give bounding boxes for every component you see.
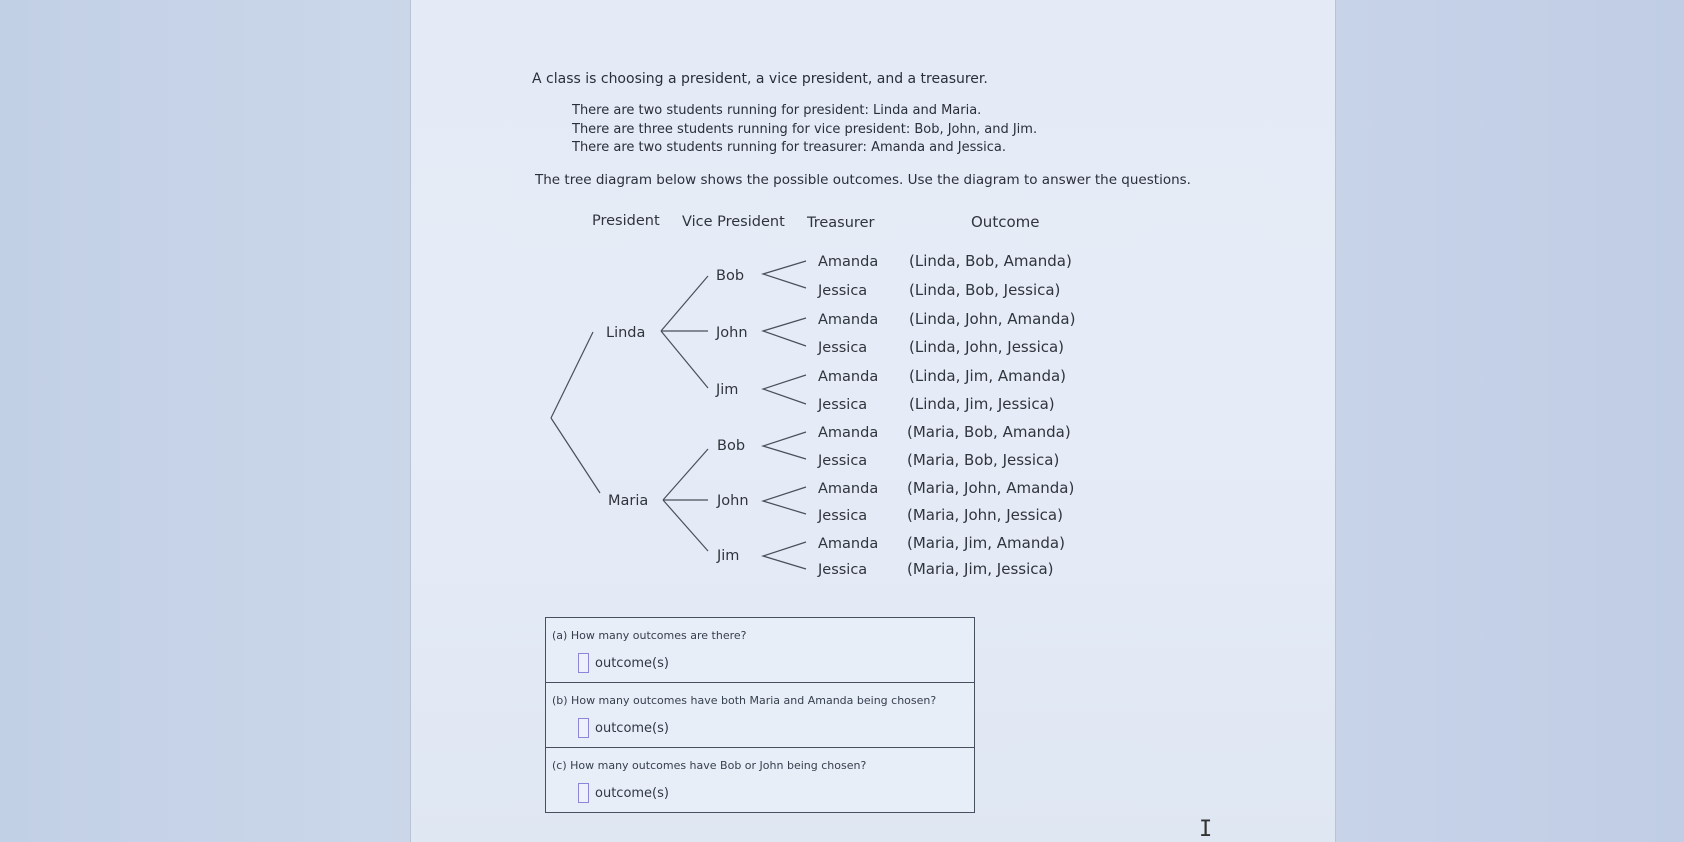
question-c-text: (c) How many outcomes have Bob or John being chosen? xyxy=(552,759,867,772)
treasurer-10: Jessica xyxy=(818,508,868,524)
branch-root-maria xyxy=(551,418,600,493)
vice-president-candidates: There are three students running for vice president: Bob, John, and Jim. xyxy=(572,122,1038,137)
fork-linda-jim xyxy=(763,375,806,404)
vp-maria-john: John xyxy=(717,493,749,509)
answer-b-unit: outcome(s) xyxy=(595,720,669,736)
fork-linda-john xyxy=(763,318,806,346)
treasurer-4: Jessica xyxy=(818,340,868,356)
treasurer-6: Jessica xyxy=(818,397,868,413)
answer-a-input[interactable] xyxy=(578,653,589,673)
president-candidates: There are two students running for president: Linda and Maria. xyxy=(572,103,982,118)
question-c xyxy=(546,748,974,812)
outcome-5: (Linda, Jim, Amanda) xyxy=(909,367,1067,385)
branch-linda-jim xyxy=(661,331,708,388)
tree-instructions: The tree diagram below shows the possible outcomes. Use the diagram to answer the questions. xyxy=(535,172,1191,188)
fork-maria-jim xyxy=(763,542,806,569)
answer-c-input[interactable] xyxy=(578,783,589,803)
fork-maria-john xyxy=(763,487,806,514)
outcome-11: (Maria, Jim, Amanda) xyxy=(907,534,1065,552)
question-b-text: (b) How many outcomes have both Maria and Amanda being chosen? xyxy=(552,694,937,707)
branch-maria-jim xyxy=(663,500,708,551)
treasurer-11: Amanda xyxy=(818,536,879,552)
treasurer-12: Jessica xyxy=(818,562,868,578)
outcome-10: (Maria, John, Jessica) xyxy=(907,506,1063,524)
answer-b xyxy=(578,718,669,738)
outcome-7: (Maria, Bob, Amanda) xyxy=(907,423,1071,441)
fork-maria-bob xyxy=(763,432,806,459)
outcome-6: (Linda, Jim, Jessica) xyxy=(909,395,1055,413)
president-linda: Linda xyxy=(606,325,646,341)
outcome-2: (Linda, Bob, Jessica) xyxy=(909,281,1061,299)
branch-linda-bob xyxy=(661,276,708,331)
vp-maria-bob: Bob xyxy=(717,438,746,454)
treasurer-9: Amanda xyxy=(818,481,879,497)
vp-maria-jim: Jim xyxy=(717,548,740,564)
vp-linda-john: John xyxy=(716,325,748,341)
treasurer-candidates: There are two students running for treasurer: Amanda and Jessica. xyxy=(572,140,1007,155)
outcome-4: (Linda, John, Jessica) xyxy=(909,338,1065,356)
treasurer-2: Jessica xyxy=(818,283,868,299)
header-outcome: Outcome xyxy=(971,213,1040,231)
outcome-12: (Maria, Jim, Jessica) xyxy=(907,560,1054,578)
header-treasurer: Treasurer xyxy=(807,215,875,231)
question-a xyxy=(546,618,974,683)
vp-linda-jim: Jim xyxy=(716,382,739,398)
question-b xyxy=(546,683,974,748)
vp-linda-bob: Bob xyxy=(716,268,745,284)
fork-linda-bob xyxy=(763,261,806,288)
text-cursor-icon: I xyxy=(1199,817,1213,842)
answer-c xyxy=(578,783,669,803)
president-maria: Maria xyxy=(608,493,649,509)
question-a-text: (a) How many outcomes are there? xyxy=(552,629,747,642)
treasurer-8: Jessica xyxy=(818,453,868,469)
outcome-3: (Linda, John, Amanda) xyxy=(909,310,1076,328)
header-president: President xyxy=(592,213,660,229)
outcome-1: (Linda, Bob, Amanda) xyxy=(909,252,1072,270)
branch-maria-bob xyxy=(663,449,708,500)
treasurer-3: Amanda xyxy=(818,312,879,328)
header-vice-president: Vice President xyxy=(682,214,785,230)
outcome-9: (Maria, John, Amanda) xyxy=(907,479,1075,497)
answer-a xyxy=(578,653,669,673)
answer-b-input[interactable] xyxy=(578,718,589,738)
answer-a-unit: outcome(s) xyxy=(595,655,669,671)
treasurer-7: Amanda xyxy=(818,425,879,441)
branch-root-linda xyxy=(551,332,593,418)
answer-c-unit: outcome(s) xyxy=(595,785,669,801)
questions-panel xyxy=(545,617,975,813)
treasurer-1: Amanda xyxy=(818,254,879,270)
outcome-8: (Maria, Bob, Jessica) xyxy=(907,451,1060,469)
problem-intro: A class is choosing a president, a vice president, and a treasurer. xyxy=(532,71,988,87)
treasurer-5: Amanda xyxy=(818,369,879,385)
